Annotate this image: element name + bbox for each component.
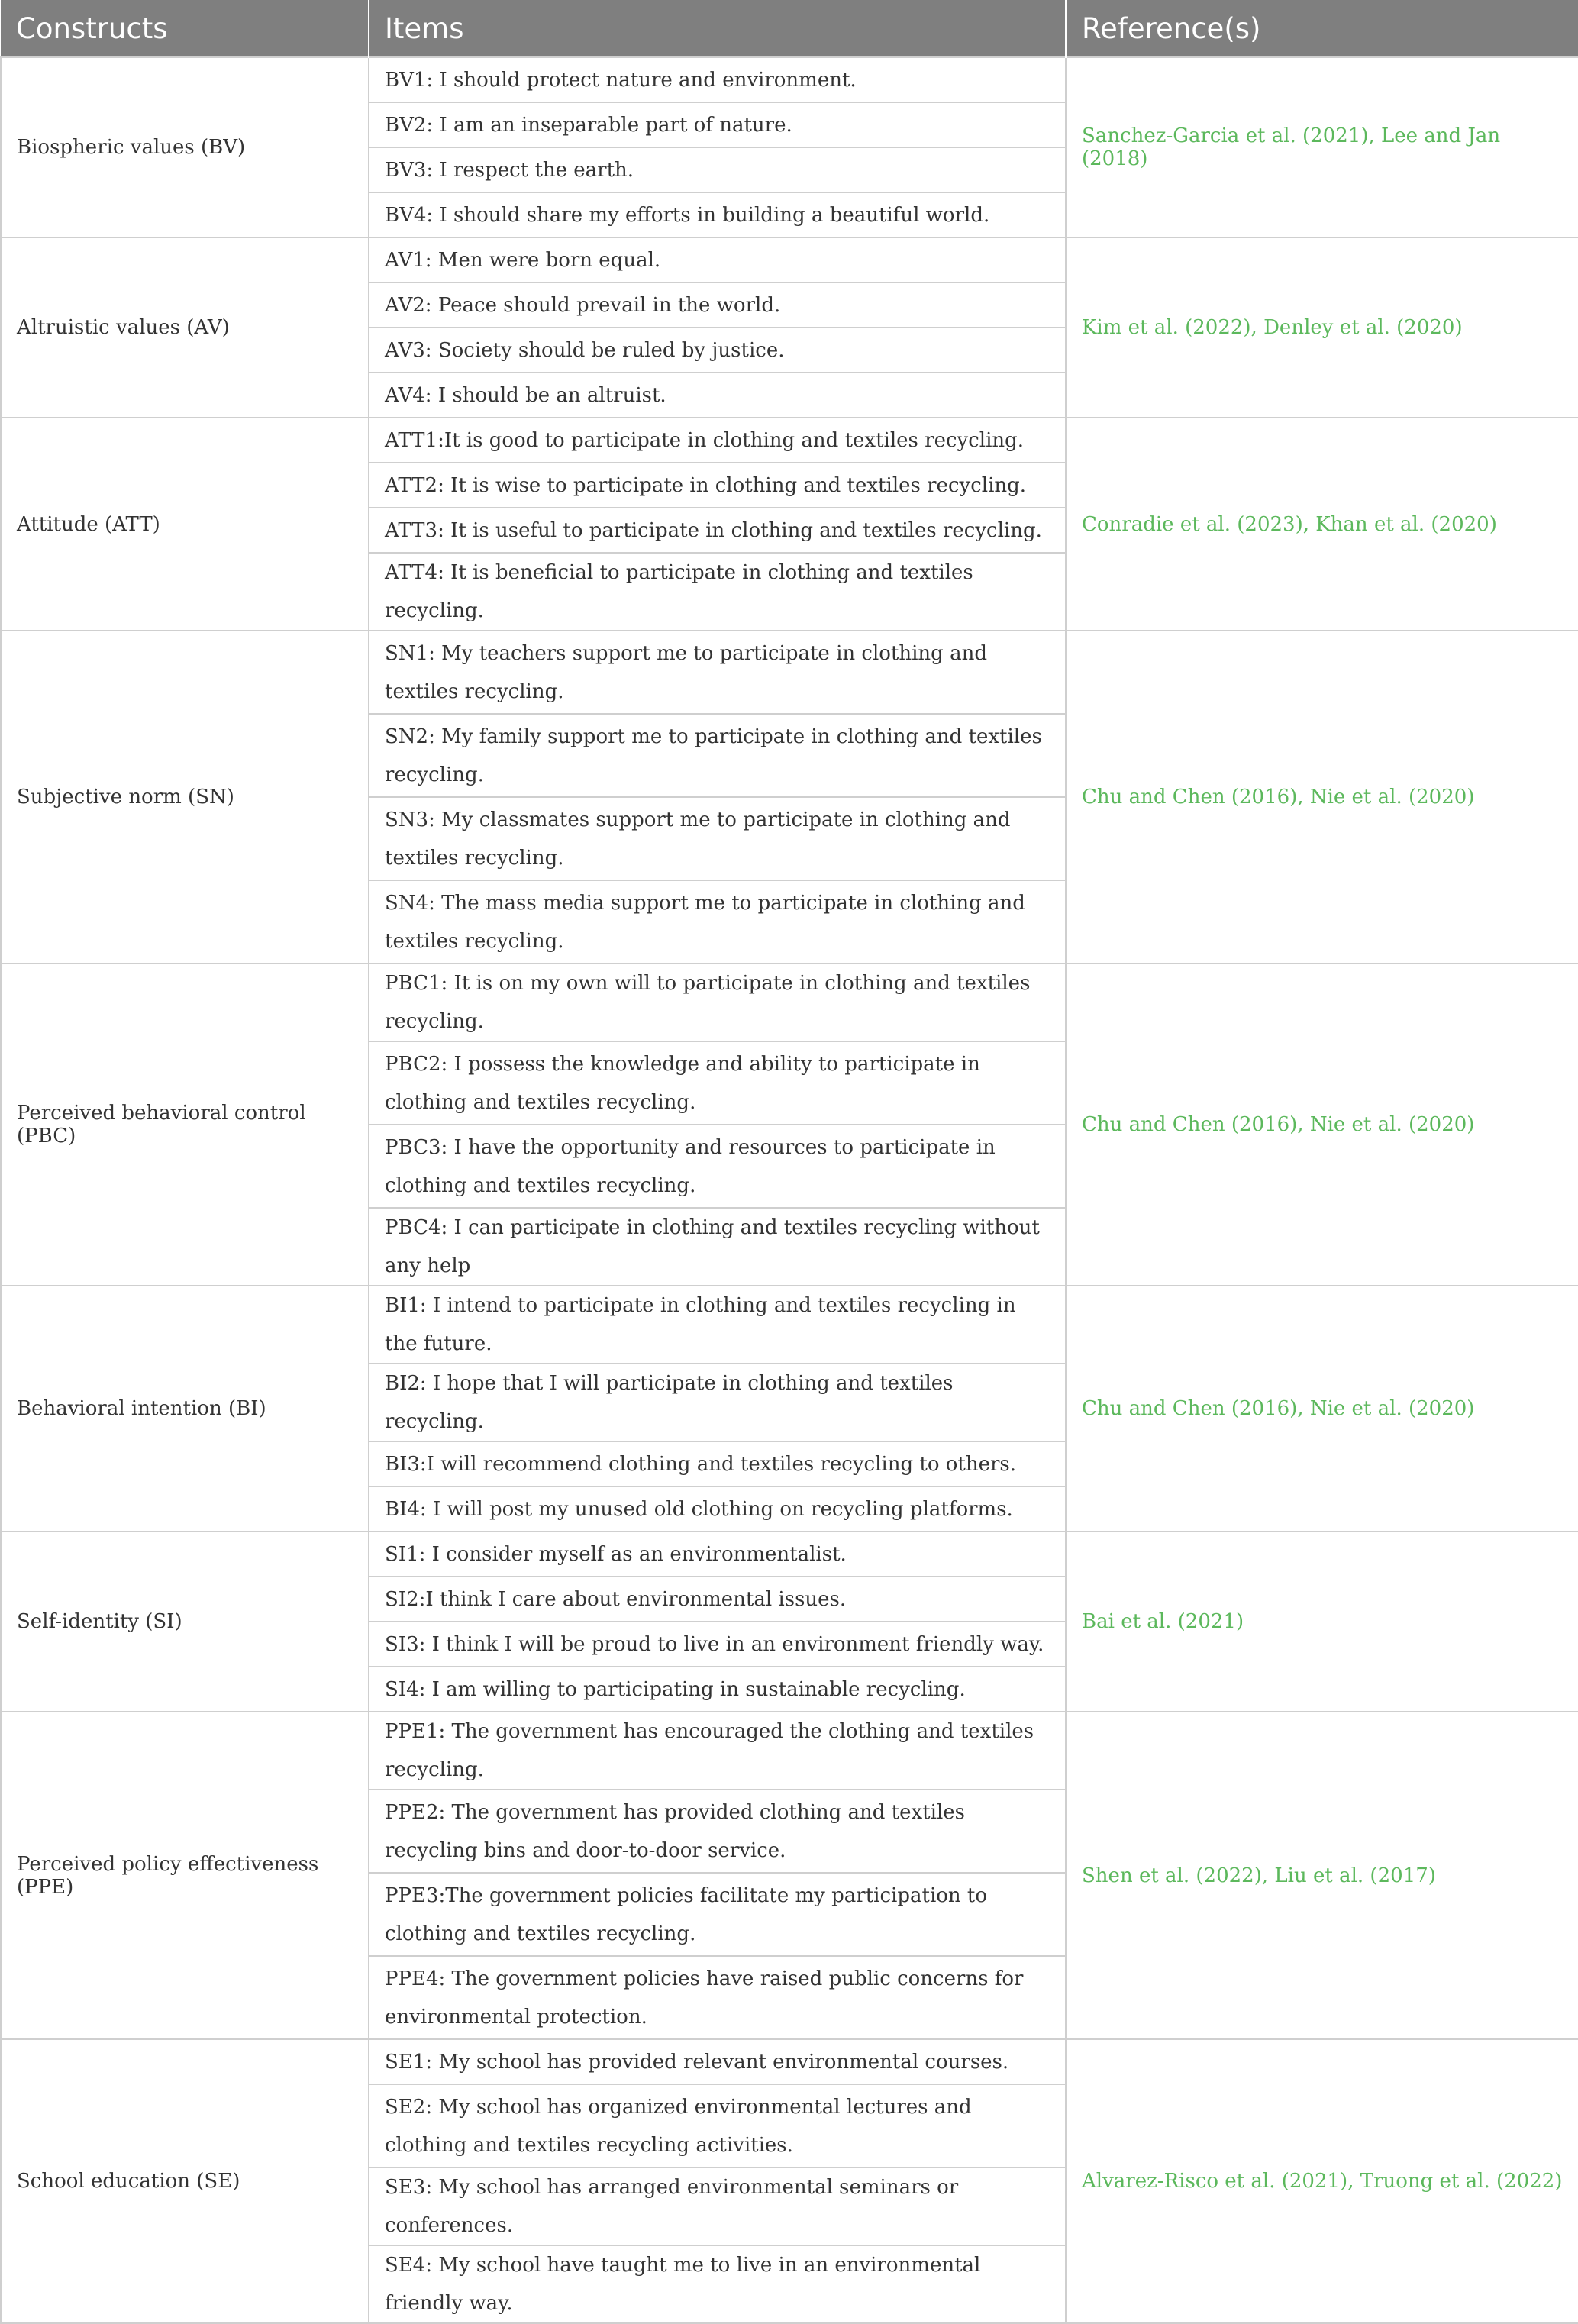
item-cell: AV4: I should be an altruist. bbox=[369, 373, 1066, 418]
table-row bbox=[1, 418, 1578, 463]
table-body bbox=[1, 57, 1578, 2323]
header-row bbox=[1, 0, 1578, 57]
construct-cell: School education (SE) bbox=[1, 2039, 369, 2323]
item-cell: BV3: I respect the earth. bbox=[369, 147, 1066, 192]
item-cell: SE4: My school have taught me to live in an environmental friendly way. bbox=[369, 2245, 1066, 2323]
reference-link[interactable]: Shen et al. (2022), Liu et al. (2017) bbox=[1066, 1712, 1578, 2039]
item-cell: PBC1: It is on my own will to participate in clothing and textiles recycling. bbox=[369, 963, 1066, 1041]
table-row bbox=[1, 2039, 1578, 2084]
item-cell: BV1: I should protect nature and environment. bbox=[369, 57, 1066, 102]
item-cell: SE3: My school has arranged environmental seminars or conferences. bbox=[369, 2167, 1066, 2245]
item-cell: ATT4: It is beneficial to participate in clothing and textiles recycling. bbox=[369, 553, 1066, 631]
item-cell: SE1: My school has provided relevant environmental courses. bbox=[369, 2039, 1066, 2084]
item-cell: ATT2: It is wise to participate in clothing and textiles recycling. bbox=[369, 463, 1066, 508]
item-cell: SN4: The mass media support me to participate in clothing and textiles recycling. bbox=[369, 880, 1066, 963]
table-row bbox=[1, 1532, 1578, 1577]
construct-cell: Altruistic values (AV) bbox=[1, 237, 369, 418]
item-cell: PPE4: The government policies have raised public concerns for environmental protection. bbox=[369, 1956, 1066, 2039]
reference-link[interactable]: Bai et al. (2021) bbox=[1066, 1532, 1578, 1712]
table-row bbox=[1, 963, 1578, 1041]
construct-cell: Biospheric values (BV) bbox=[1, 57, 369, 237]
construct-cell: Perceived policy effectiveness (PPE) bbox=[1, 1712, 369, 2039]
reference-link[interactable]: Kim et al. (2022), Denley et al. (2020) bbox=[1066, 237, 1578, 418]
construct-cell: Self-identity (SI) bbox=[1, 1532, 369, 1712]
item-cell: BI2: I hope that I will participate in clothing and textiles recycling. bbox=[369, 1364, 1066, 1441]
item-cell: PBC4: I can participate in clothing and textiles recycling without any help bbox=[369, 1208, 1066, 1286]
item-cell: BI4: I will post my unused old clothing on recycling platforms. bbox=[369, 1486, 1066, 1532]
item-cell: SI2:I think I care about environmental issues. bbox=[369, 1577, 1066, 1622]
reference-link[interactable]: Conradie et al. (2023), Khan et al. (2020) bbox=[1066, 418, 1578, 631]
item-cell: PBC2: I possess the knowledge and ability to participate in clothing and textiles recycling. bbox=[369, 1041, 1066, 1125]
reference-link[interactable]: Chu and Chen (2016), Nie et al. (2020) bbox=[1066, 1286, 1578, 1532]
item-cell: ATT3: It is useful to participate in clothing and textiles recycling. bbox=[369, 508, 1066, 553]
item-cell: BI1: I intend to participate in clothing and textiles recycling in the future. bbox=[369, 1286, 1066, 1364]
item-cell: SI1: I consider myself as an environmentalist. bbox=[369, 1532, 1066, 1577]
item-cell: SE2: My school has organized environmental lectures and clothing and textiles recycling activities. bbox=[369, 2084, 1066, 2167]
item-cell: AV3: Society should be ruled by justice. bbox=[369, 328, 1066, 373]
item-cell: PBC3: I have the opportunity and resources to participate in clothing and textiles recycling. bbox=[369, 1125, 1066, 1208]
item-cell: PPE1: The government has encouraged the clothing and textiles recycling. bbox=[369, 1712, 1066, 1790]
item-cell: BV4: I should share my efforts in building a beautiful world. bbox=[369, 192, 1066, 237]
item-cell: ATT1:It is good to participate in clothing and textiles recycling. bbox=[369, 418, 1066, 463]
item-cell: PPE3:The government policies facilitate my participation to clothing and textiles recycling. bbox=[369, 1873, 1066, 1956]
construct-cell: Behavioral intention (BI) bbox=[1, 1286, 369, 1532]
table-row bbox=[1, 237, 1578, 282]
header-items: Items bbox=[369, 0, 1066, 57]
table-row bbox=[1, 631, 1578, 714]
item-cell: PPE2: The government has provided clothing and textiles recycling bins and door-to-door service. bbox=[369, 1790, 1066, 1873]
table-row bbox=[1, 57, 1578, 102]
item-cell: SN2: My family support me to participate in clothing and textiles recycling. bbox=[369, 714, 1066, 797]
reference-link[interactable]: Chu and Chen (2016), Nie et al. (2020) bbox=[1066, 963, 1578, 1286]
header-references: Reference(s) bbox=[1066, 0, 1578, 57]
item-cell: BV2: I am an inseparable part of nature. bbox=[369, 102, 1066, 147]
item-cell: BI3:I will recommend clothing and textiles recycling to others. bbox=[369, 1441, 1066, 1486]
table-row bbox=[1, 1712, 1578, 1790]
reference-link[interactable]: Sanchez-Garcia et al. (2021), Lee and Jan (2018) bbox=[1066, 57, 1578, 237]
item-cell: SN1: My teachers support me to participate in clothing and textiles recycling. bbox=[369, 631, 1066, 714]
header-constructs: Constructs bbox=[1, 0, 369, 57]
item-cell: SI3: I think I will be proud to live in an environment friendly way. bbox=[369, 1622, 1066, 1667]
item-cell: AV2: Peace should prevail in the world. bbox=[369, 282, 1066, 328]
reference-link[interactable]: Chu and Chen (2016), Nie et al. (2020) bbox=[1066, 631, 1578, 963]
item-cell: SI4: I am willing to participating in sustainable recycling. bbox=[369, 1667, 1066, 1712]
item-cell: SN3: My classmates support me to participate in clothing and textiles recycling. bbox=[369, 797, 1066, 880]
table-row bbox=[1, 1286, 1578, 1364]
construct-cell: Attitude (ATT) bbox=[1, 418, 369, 631]
construct-cell: Perceived behavioral control (PBC) bbox=[1, 963, 369, 1286]
reference-link[interactable]: Alvarez-Risco et al. (2021), Truong et al. (2022) bbox=[1066, 2039, 1578, 2323]
construct-cell: Subjective norm (SN) bbox=[1, 631, 369, 963]
item-cell: AV1: Men were born equal. bbox=[369, 237, 1066, 282]
